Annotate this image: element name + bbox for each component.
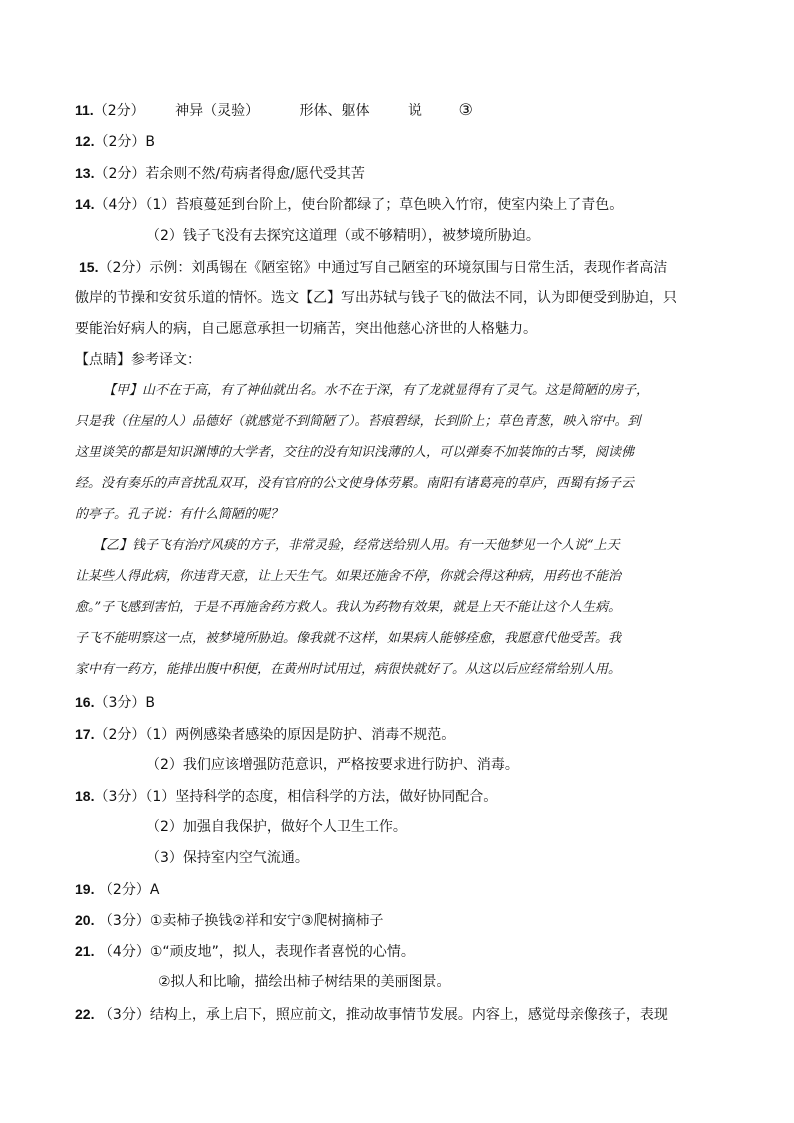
- translation-yi-line-2: 让某些人得此病，你违背天意，让上天生气。如果还施舍不停，你就会得这种病，用药也不能治: [75, 569, 622, 584]
- translation-jia-line-3: 这里谈笑的都是知识渊博的大学者，交往的没有知识浅薄的人，可以弹奏不加装饰的古琴，阅读佛: [75, 445, 635, 460]
- note-heading: 【点睛】参考译文：: [75, 352, 201, 368]
- translation-yi-line-4: 子飞不能明察这一点，被梦境所胁迫。像我就不这样，如果病人能够痊愈，我愿意代他受苦。我: [75, 631, 622, 646]
- answer-18-part-2: （2）加强自我保护，做好个人卫生工作。: [146, 819, 407, 835]
- answer-20: 20. （3分）①卖柿子换钱②祥和安宁③爬树摘柿子: [75, 912, 384, 929]
- answer-11: 11.（2分） 神异（灵验） 形体、躯体 说 ③: [75, 100, 473, 119]
- answer-14-part-2: （2）钱子飞没有去探究这道理（或不够精明），被梦境所胁迫。: [146, 228, 540, 244]
- answer-15-line-2: 傲岸的节操和安贫乐道的情怀。选文【乙】写出苏轼与钱子飞的做法不同，认为即便受到胁迫，只: [75, 290, 677, 306]
- answer-17: 17.（2分）（1）两例感染者感染的原因是防护、消毒不规范。: [75, 726, 456, 743]
- answer-18-part-3: （3）保持室内空气流通。: [146, 850, 309, 866]
- answer-16: 16.（3分）B: [75, 694, 155, 711]
- answer-15-line-3: 要能治好病人的病，自己愿意承担一切痛苦，突出他慈心济世的人格魅力。: [75, 321, 537, 337]
- answer-22: 22. （3分）结构上，承上启下，照应前文，推动故事情节发展。内容上，感觉母亲像孩子，表现: [75, 1006, 668, 1023]
- translation-jia-line-4: 经。没有奏乐的声音扰乱双耳，没有官府的公文使身体劳累。南阳有诸葛亮的草庐，西蜀有扬子云: [75, 476, 635, 491]
- translation-jia-line-2: 只是我（住屋的人）品德好（就感觉不到简陋了）。苔痕碧绿，长到阶上；草色青葱，映入帘中。到: [75, 414, 641, 429]
- answer-21: 21. （4分）①“顽皮地”，拟人，表现作者喜悦的心情。: [75, 943, 415, 960]
- answer-18: 18.（3分）（1）坚持科学的态度，相信科学的方法，做好协同配合。: [75, 788, 498, 805]
- answer-21-part-2: ②拟人和比喻，描绘出柿子树结果的美丽图景。: [158, 974, 451, 990]
- answer-15: 15.（2分）示例：刘禹锡在《陋室铭》中通过写自己陋室的环境氛围与日常生活，表现作者高洁: [79, 259, 668, 276]
- answer-12: 12.（2分）B: [75, 133, 155, 150]
- translation-jia-line-5: 的亭子。孔子说：有什么简陋的呢？: [75, 507, 284, 522]
- answer-19: 19. （2分）A: [75, 881, 160, 898]
- answer-13: 13.（2分）若余则不然/苟病者得愈/愿代受其苦: [75, 165, 365, 182]
- answer-17-part-2: （2）我们应该增强防范意识，严格按要求进行防护、消毒。: [146, 757, 519, 773]
- answer-14: 14.（4分）（1）苔痕蔓延到台阶上，使台阶都绿了；草色映入竹帘，使室内染上了青色。: [75, 196, 624, 213]
- translation-yi-line-3: 愈。”子飞感到害怕，于是不再施舍药方救人。我认为药物有效果，就是上天不能让这个人生病。: [75, 600, 622, 615]
- translation-yi-line-5: 家中有一药方，能排出腹中积便，在黄州时试用过，病很快就好了。从这以后应经常给别人用。: [75, 662, 622, 677]
- translation-yi-line-1: 【乙】钱子飞有治疗风痰的方子，非常灵验，经常送给别人用。有一天他梦见一个人说“上天: [93, 538, 620, 553]
- translation-jia-line-1: 【甲】山不在于高，有了神仙就出名。水不在于深，有了龙就显得有了灵气。这是简陋的房子，: [103, 383, 650, 398]
